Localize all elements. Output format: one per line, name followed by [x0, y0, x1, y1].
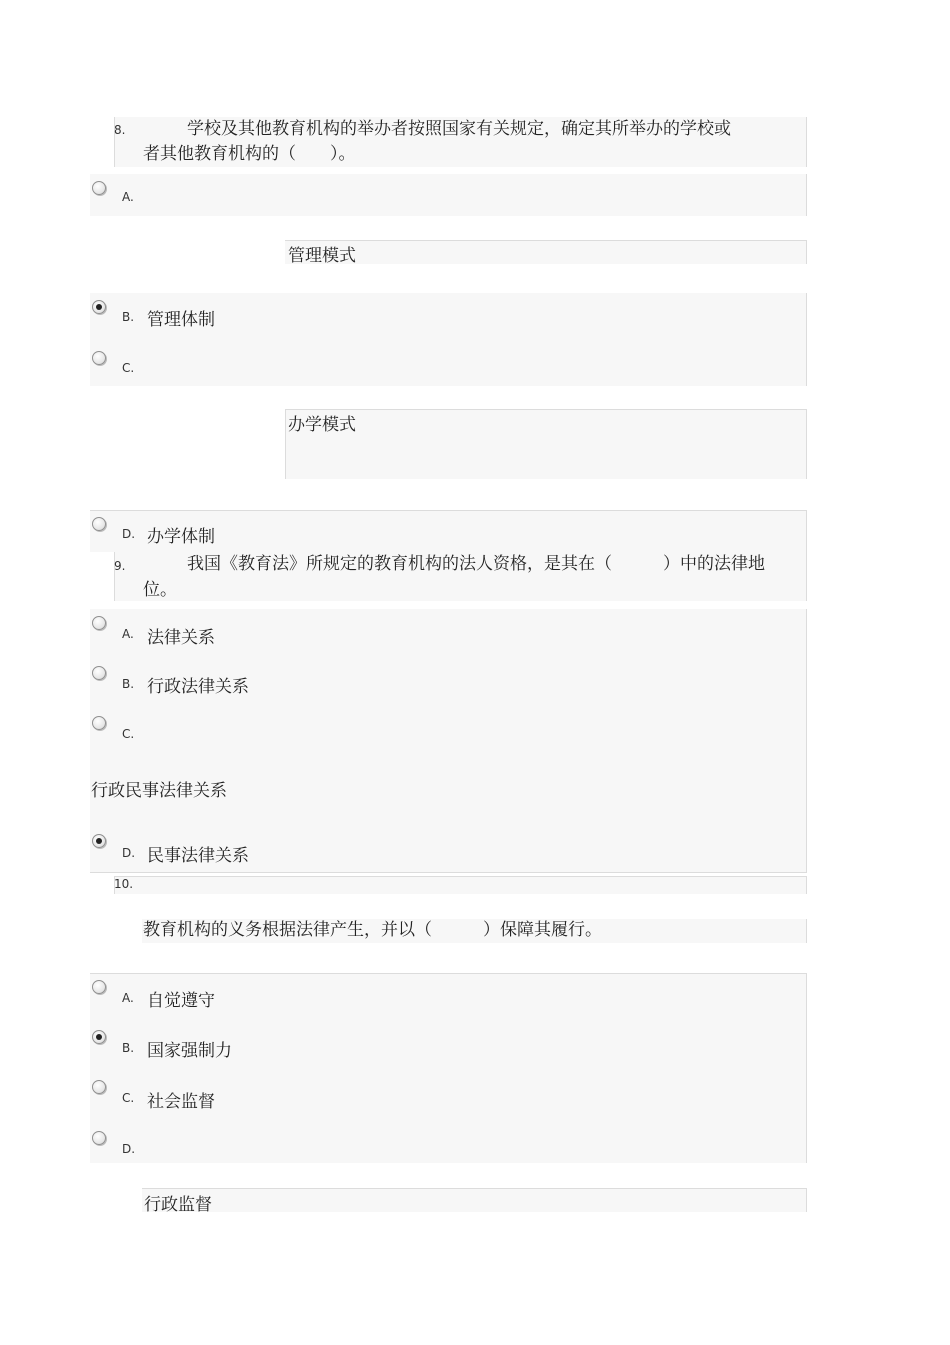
option-text: 办学体制	[147, 527, 215, 547]
option-text: 行政法律关系	[147, 677, 249, 697]
option-letter: B.	[122, 1041, 135, 1055]
option-letter: D.	[122, 846, 136, 860]
question-number: 8.	[114, 123, 126, 137]
option-panel	[90, 609, 807, 873]
radio-option-b[interactable]	[92, 666, 106, 680]
option-letter: C.	[122, 361, 135, 375]
radio-option-c[interactable]	[92, 716, 106, 730]
option-text: 管理体制	[147, 310, 215, 330]
option-text: 自觉遵守	[147, 991, 215, 1011]
radio-option-b[interactable]	[92, 1030, 106, 1044]
radio-option-d[interactable]	[92, 1131, 106, 1145]
question-text: 我国《教育法》所规定的教育机构的法人资格，是其在（ ）中的法律地	[187, 554, 765, 574]
option-letter: A.	[122, 627, 134, 641]
question-text: 者其他教育机构的（ ）。	[143, 144, 356, 164]
option-letter: C.	[122, 1091, 135, 1105]
option-letter: C.	[122, 727, 135, 741]
option-letter: D.	[122, 527, 136, 541]
option-text: 民事法律关系	[147, 846, 249, 866]
question-text: 教育机构的义务根据法律产生，并以（ ）保障其履行。	[143, 920, 602, 940]
option-text: 管理模式	[288, 246, 356, 266]
radio-option-c[interactable]	[92, 351, 106, 365]
option-letter: A.	[122, 991, 134, 1005]
question-number: 10.	[114, 877, 134, 891]
radio-option-a[interactable]	[92, 980, 106, 994]
radio-option-a[interactable]	[92, 616, 106, 630]
option-text-panel	[285, 409, 807, 479]
radio-option-d[interactable]	[92, 834, 106, 848]
option-text: 行政监督	[144, 1195, 212, 1215]
option-text-panel	[285, 240, 807, 264]
question-10-panel	[114, 876, 807, 894]
radio-option-b[interactable]	[92, 300, 106, 314]
option-letter: B.	[122, 310, 135, 324]
radio-option-d[interactable]	[92, 517, 106, 531]
option-text-panel	[142, 1188, 807, 1212]
option-letter: A.	[122, 190, 134, 204]
question-text: 学校及其他教育机构的举办者按照国家有关规定，确定其所举办的学校或	[187, 119, 731, 139]
option-text: 办学模式	[288, 415, 356, 435]
radio-option-a[interactable]	[92, 181, 106, 195]
option-panel	[90, 174, 807, 216]
question-number: 9.	[114, 559, 126, 573]
option-text: 国家强制力	[147, 1041, 232, 1061]
option-text: 法律关系	[147, 628, 215, 648]
option-text: 社会监督	[147, 1092, 215, 1112]
option-letter: B.	[122, 677, 135, 691]
question-text: 位。	[143, 580, 177, 600]
radio-option-c[interactable]	[92, 1080, 106, 1094]
option-letter: D.	[122, 1142, 136, 1156]
option-text: 行政民事法律关系	[91, 781, 227, 801]
